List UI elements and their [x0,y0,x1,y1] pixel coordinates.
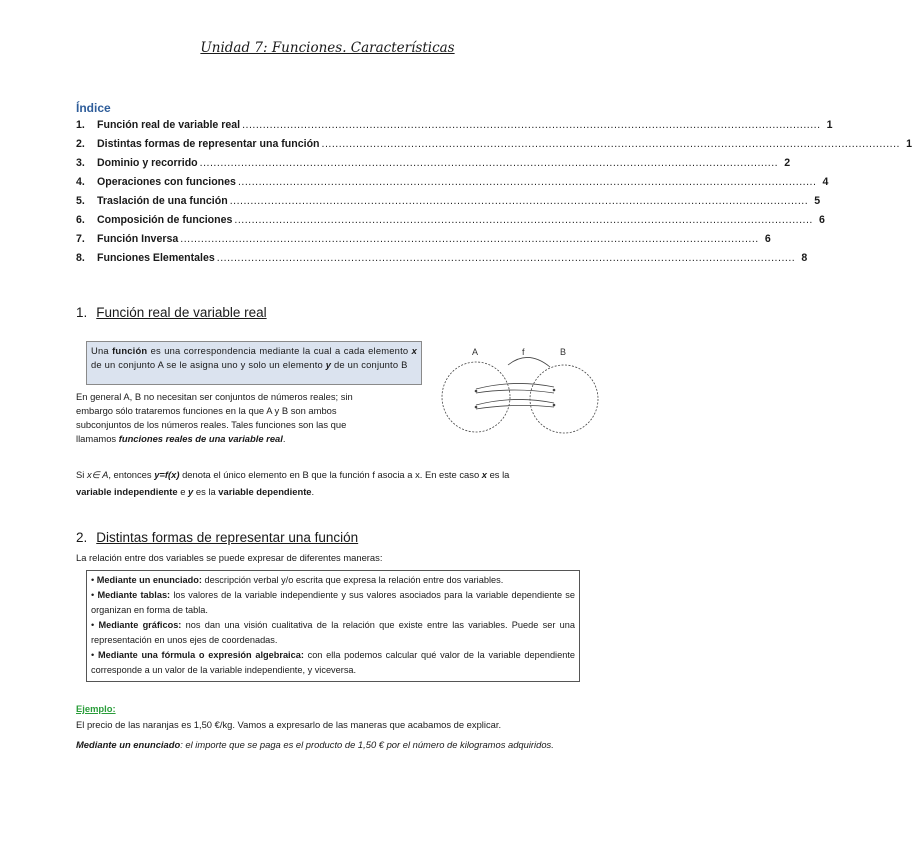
toc-entry[interactable] [76,157,791,176]
toc-entry[interactable] [76,138,912,157]
variables-paragraph: Si x∈ A, entonces y=f(x) denota el único elemento en B que la función f asocia a x. En este caso x es la variable independiente e y es la variable dependiente. [76,469,510,497]
toc-leader: ........................................................................................................................................................................ [229,195,809,207]
toc-entry[interactable] [76,195,821,214]
mapping-arrow [508,357,550,367]
toc-entry[interactable] [76,119,833,138]
function-notation: y=f(x) [154,469,180,480]
set-b-ellipse [530,365,598,433]
toc-leader: ........................................................................................................................................................................ [321,138,901,150]
definition-text: es una correspondencia mediante la cual a cada elemento [147,345,412,356]
set-a-ellipse [442,362,510,432]
toc-label: Operaciones con funciones [97,176,236,188]
variable-x: x [481,469,487,480]
toc-label: Traslación de una función [97,195,228,207]
list-item: • Mediante un enunciado: descripción verbal y/o escrita que expresa la relación entre dos variables. [91,575,504,585]
section-1-heading [76,305,267,320]
term-dependent: variable dependiente [218,486,312,497]
note-line: llamamos funciones reales de una variable real. [76,433,286,444]
note-line: embargo sólo trataremos funciones en la que A y B son ambos [76,405,337,416]
set-a-label: A [472,347,479,357]
toc-entry[interactable] [76,233,771,252]
toc-label: Función real de variable real [97,119,241,131]
toc-number: 2. [76,138,85,150]
toc-page: 6 [818,214,825,226]
toc-number: 3. [76,157,85,169]
toc-page: 5 [814,195,821,207]
toc-entry[interactable] [76,252,808,271]
section-title: Distintas formas de representar una función [96,530,359,545]
toc-number: 4. [76,176,85,188]
toc-page: 4 [822,176,829,188]
index-heading: Índice [76,101,111,115]
list-item: • Mediante tablas: los valores de la variable independiente y sus valores asociados para la variable dependiente se organizan en forma de tabla. [91,590,575,615]
toc-leader: ........................................................................................................................................................................ [180,233,759,245]
toc-label: Dominio y recorrido [97,157,198,169]
section-number: 1. [76,305,88,320]
section-number: 2. [76,530,88,545]
toc-label: Distintas formas de representar una función [97,138,320,150]
toc-page: 2 [784,157,791,169]
variable-x: x [411,345,417,356]
toc-leader: ........................................................................................................................................................................ [216,252,796,264]
element-point [475,406,478,409]
toc-number: 1. [76,119,85,131]
toc-number: 5. [76,195,85,207]
mapping-arrow [476,383,554,389]
definition-term: función [112,345,148,356]
toc-page: 1 [906,138,912,150]
page-title: Unidad 7: Funciones. Características [200,40,455,56]
term-independent: variable independiente [76,486,178,497]
toc-page: 6 [764,233,771,245]
table-of-contents [76,119,912,271]
definition-text: de un conjunto A se le asigna uno y solo un elemento [91,359,326,370]
toc-label: Funciones Elementales [97,252,215,264]
emphasis-term: funciones reales de una variable real [118,433,283,444]
note-line: subconjuntos de los números reales. Tales funciones son las que [76,419,347,430]
sets-note [76,390,421,446]
section-title: Función real de variable real [96,305,267,320]
toc-page: 8 [801,252,808,264]
variable-y: y [188,486,194,497]
representation-forms-box [86,570,580,682]
list-item: • Mediante una fórmula o expresión algebraica: con ella podemos calcular qué valor de la variable dependiente corresponde a un valor de la variable independiente, y viceversa. [91,650,575,675]
definition-text: de un conjunto B [331,359,408,370]
toc-label: Composición de funciones [97,214,233,226]
x-in-a: x∈ A [86,469,109,480]
toc-leader: ........................................................................................................................................................................ [199,157,779,169]
note-line: En general A, B no necesitan ser conjuntos de números reales; sin [76,391,353,402]
function-f-label: f [522,347,525,357]
section-2-heading [76,530,358,545]
definition-box [86,341,422,385]
toc-number: 7. [76,233,85,245]
toc-leader: ........................................................................................................................................................................ [234,214,813,226]
example-label: Ejemplo: [76,703,116,714]
element-point [475,390,478,393]
toc-leader: ........................................................................................................................................................................ [242,119,821,131]
toc-label: Función Inversa [97,233,179,245]
mapping-arrow [476,390,554,393]
mapping-arrow [476,405,554,409]
toc-number: 8. [76,252,85,264]
toc-leader: ........................................................................................................................................................................ [237,176,817,188]
set-b-label: B [560,347,567,357]
toc-entry[interactable] [76,176,829,195]
example-statement: Mediante un enunciado: el importe que se paga es el producto de 1,50 € por el número de kilogramos adquiridos. [76,739,554,750]
mapping-arrow [476,399,554,405]
toc-page: 1 [826,119,833,131]
variable-y: y [325,359,332,370]
toc-entry[interactable] [76,214,825,233]
toc-number: 6. [76,214,85,226]
section-2-intro: La relación entre dos variables se puede expresar de diferentes maneras: [76,552,383,563]
list-item: • Mediante gráficos: nos dan una visión cualitativa de la relación que existe entre las variables. Puede ser una representación en unos ejes de coordenadas. [91,620,575,645]
element-point [553,404,556,407]
function-mapping-diagram [436,343,602,435]
definition-text: Una [91,345,113,356]
element-point [553,389,556,392]
example-text: El precio de las naranjas es 1,50 €/kg. Vamos a expresarlo de las maneras que acabamos de explicar. [76,719,502,730]
